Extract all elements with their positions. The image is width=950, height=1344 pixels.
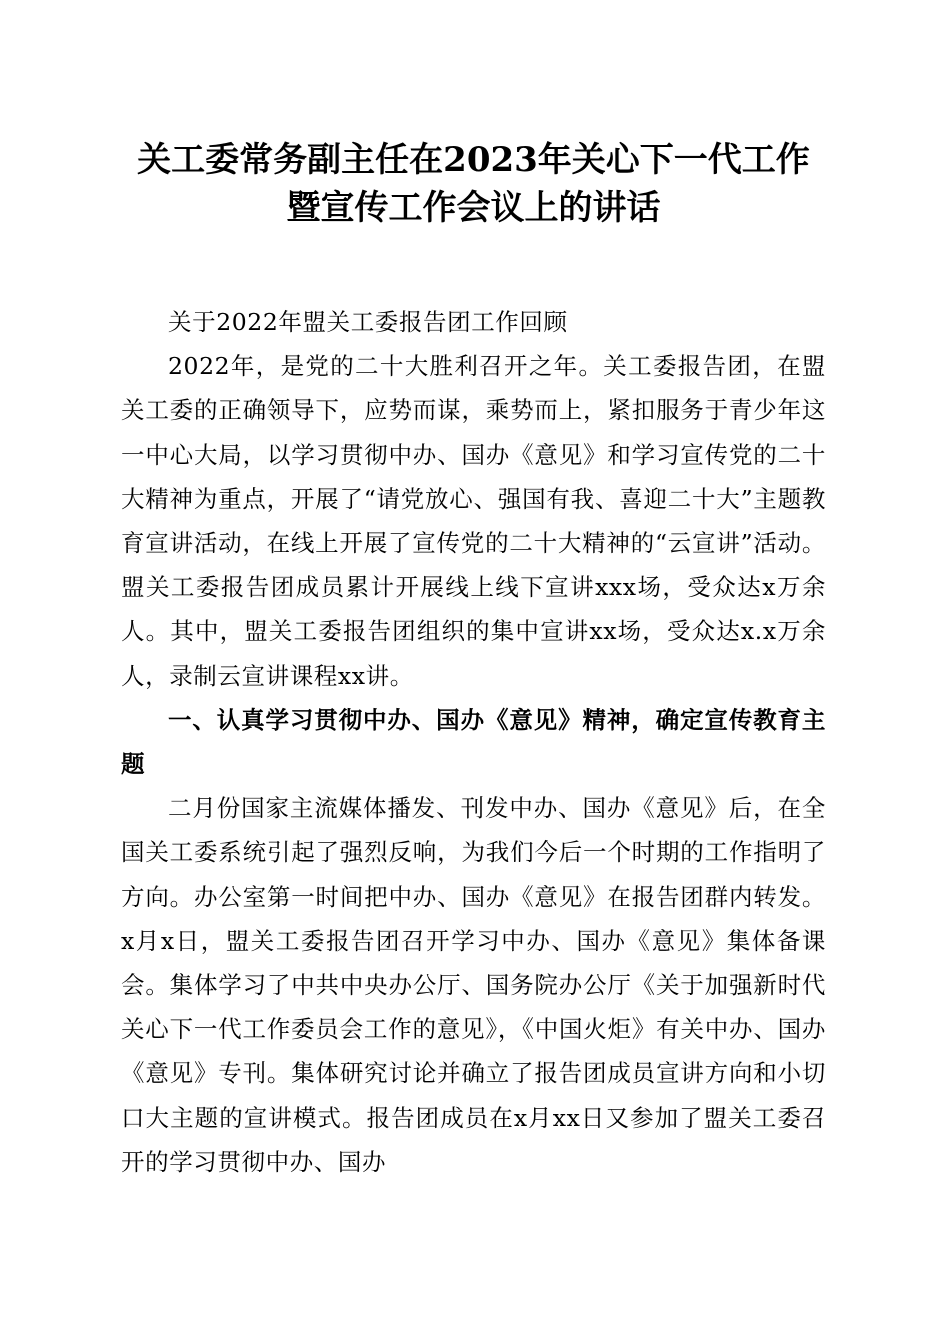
paragraph-section-1: 二月份国家主流媒体播发、刊发中办、国办《意见》后，在全国关工委系统引起了强烈反响，为我们今后一个时期的工作指明了方向。办公室第一时间把中办、国办《意见》在报告团群内转发。x月x日，盟关工委报告团召开学习中办、国办《意见》集体备课会。集体学习了中共中央办公厅、国务院办公厅《关于加强新时代关心下一代工作委员会工作的意见》，《中国火炬》有关中办、国办《意见》专刊。集体研究讨论并确立了报告团成员宣讲方向和小切口大主题的宣讲模式。报告团成员在x月xx日又参加了盟关工委召开的学习贯彻中办、国办 xyxy=(121,794,826,1176)
document-body xyxy=(121,300,826,1184)
section-heading-1: 一、认真学习贯彻中办、国办《意见》精神，确定宣传教育主题 xyxy=(121,705,826,779)
paragraph-overview: 2022年，是党的二十大胜利召开之年。关工委报告团，在盟关工委的正确领导下，应势而谋，乘势而上，紧扣服务于青少年这一中心大局，以学习贯彻中办、国办《意见》和学习宣传党的二十大精神为重点，开展了“请党放心、强国有我、喜迎二十大”主题教育宣讲活动，在线上开展了宣传党的二十大精神的“云宣讲”活动。盟关工委报告团成员累计开展线上线下宣讲xxx场，受众达x万余人。其中，盟关工委报告团组织的集中宣讲xx场，受众达x.x万余人，录制云宣讲课程xx讲。 xyxy=(121,352,826,690)
document-title xyxy=(121,136,826,232)
intro-label: 关于2022年盟关工委报告团工作回顾 xyxy=(168,308,568,336)
document-title-line-1: 关工委常务副主任在2023年关心下一代工作 xyxy=(137,140,810,180)
document-title-line-2: 暨宣传工作会议上的讲话 xyxy=(286,188,661,228)
document-page xyxy=(121,136,826,1184)
